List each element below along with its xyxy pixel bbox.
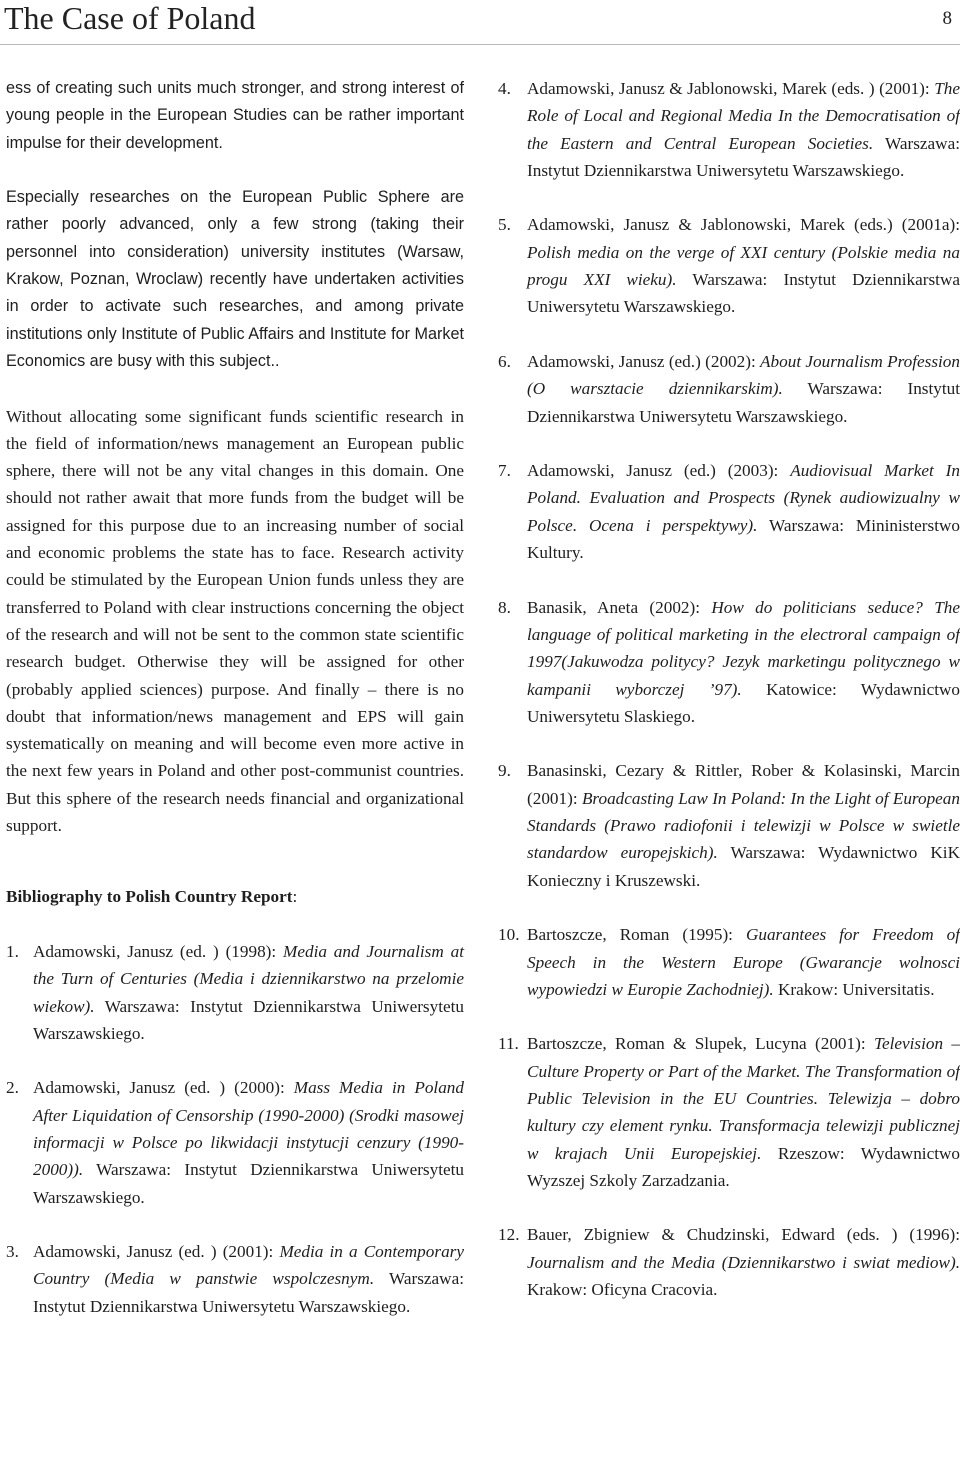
- reference-publisher: Warszawa: Instytut Dziennikarstwa Uniwersytetu Warszawskiego.: [527, 133, 960, 180]
- reference-item: [498, 594, 960, 730]
- page-number: 8: [942, 8, 952, 29]
- reference-item: [498, 921, 960, 1003]
- reference-title: Television – Culture Property or Part of the Market. The Transformation of Public Television in the EU Countries. Telewizja – dobro kultury czy element rynku. Transformacja telewizji publicznej w krajach Unii Europejskiej.: [527, 1034, 960, 1163]
- reference-number: 1.: [6, 941, 19, 961]
- reference-item: [498, 75, 960, 184]
- reference-number: 6.: [498, 351, 511, 371]
- reference-authors: Adamowski, Janusz & Jablonowski, Marek (eds. ) (2001):: [527, 79, 935, 98]
- reference-item: [6, 1238, 464, 1320]
- reference-number: 5.: [498, 215, 511, 235]
- reference-title: Journalism and the Media (Dziennikarstwo i swiat mediow).: [527, 1252, 960, 1272]
- reference-number: 11.: [498, 1034, 519, 1054]
- reference-authors: Adamowski, Janusz (ed.) (2003):: [527, 461, 791, 481]
- reference-title: Audiovisual Market In Poland. Evaluation and Prospects (Rynek audiowizualny w Polsce. Ocena i perspektywy).: [527, 461, 960, 535]
- right-column: [498, 75, 960, 1331]
- reference-authors: Adamowski, Janusz (ed.) (2002):: [527, 351, 761, 371]
- reference-number: 7.: [498, 461, 511, 481]
- reference-publisher: Warszawa: Wydawnictwo KiK Konieczny i Kruszewski.: [527, 843, 960, 890]
- reference-publisher: Katowice: Wydawnictwo Uniwersytetu Slaskiego.: [527, 679, 960, 726]
- reference-item: [498, 757, 960, 893]
- reference-item: [498, 211, 960, 320]
- reference-publisher: Rzeszow: Wydawnictwo Wyzszej Szkoly Zarzadzania.: [527, 1143, 960, 1190]
- reference-publisher: Warszawa: Mininisterstwo Kultury.: [527, 515, 960, 563]
- reference-item: [498, 1030, 960, 1194]
- reference-publisher: Krakow: Universitatis.: [773, 979, 935, 999]
- reference-publisher: Warszawa: Instytut Dziennikarstwa Uniwersytetu Warszawskiego.: [33, 996, 464, 1043]
- reference-title: Mass Media in Poland After Liquidation of Censorship (1990-2000) (Srodki masowej informacji w Polsce po likwidacji instytucji cenzury (1990-2000)).: [33, 1078, 464, 1180]
- reference-publisher: Warszawa: Instytut Dziennikarstwa Uniwersytetu Warszawskiego.: [527, 379, 960, 426]
- reference-authors: Adamowski, Janusz (ed. ) (1998):: [33, 941, 284, 961]
- page-header: [0, 0, 960, 45]
- reference-item: [6, 938, 464, 1047]
- reference-authors: Bartoszcze, Roman & Slupek, Lucyna (2001):: [527, 1034, 874, 1054]
- reference-title: Media and Journalism at the Turn of Centuries (Media i dziennikarstwo na przelomie wiekow).: [33, 941, 464, 1016]
- reference-number: 9.: [498, 761, 511, 781]
- reference-number: 10.: [498, 925, 520, 945]
- reference-authors: Adamowski, Janusz (ed. ) (2001):: [33, 1242, 280, 1262]
- reference-authors: Bauer, Zbigniew & Chudzinski, Edward (eds. ) (1996):: [527, 1225, 960, 1245]
- bibliography-heading-text: Bibliography to Polish Country Report: [6, 887, 293, 907]
- reference-item: [498, 1221, 960, 1303]
- reference-authors: Banasinski, Cezary & Rittler, Rober & Kolasinski, Marcin (2001):: [527, 761, 960, 808]
- reference-item: [6, 1074, 464, 1210]
- reference-authors: Banasik, Aneta (2002):: [527, 597, 712, 617]
- reference-title: The Role of Local and Regional Media In the Democratisation of the Eastern and Central European Societies.: [527, 79, 960, 153]
- reference-number: 2.: [6, 1078, 19, 1098]
- reference-title: About Journalism Profession (O warsztacie dziennikarskim).: [527, 351, 960, 399]
- paragraph: Without allocating some significant funds scientific research in the field of information/news management an European public sphere, there will not be any vital changes in this domain. One should not rather await that more funds from the budget will be assigned for this purpose due to an increasing number of social and economic problems the state has to face. Research activity could be stimulated by the European Union funds unless they are transferred to Poland with clear instructions concerning the object of the research and will not be sent to the common state scientific research budget. Otherwise they will be assigned for other (probably applied sciences) purpose. And finally – there is no doubt that information/news management and EPS will gain systematically on meaning and will become even more active in the next few years in Poland and other post-communist countries. But this sphere of the research needs financial and organizational support.: [6, 406, 464, 836]
- reference-number: 3.: [6, 1242, 19, 1262]
- reference-number: 12.: [498, 1225, 520, 1245]
- reference-authors: Adamowski, Janusz & Jablonowski, Marek (eds.) (2001a):: [527, 215, 960, 235]
- reference-title: How do politicians seduce? The language of political marketing in the electroral campaign of 1997(Jakuwodza politycy? Jezyk marketingu politycznego w kampanii wyborczej ’97).: [527, 597, 960, 699]
- bibliography-heading-colon: :: [292, 887, 298, 907]
- reference-authors: Bartoszcze, Roman (1995):: [527, 925, 746, 945]
- reference-number: 8.: [498, 597, 511, 617]
- paragraph: Especially researches on the European Public Sphere are rather poorly advanced, only a few strong (taking their personnel into consideration) university institutes (Warsaw, Krakow, Poznan, Wroclaw) recently have undertaken activities in order to activate such researches, and among private institutions only Institute of Public Affairs and Institute for Market Economics are busy with this subject..: [6, 188, 464, 370]
- reference-item: [498, 348, 960, 430]
- reference-title: Broadcasting Law In Poland: In the Light of European Standards (Prawo radiofonii i telewizji w Polsce w swietle standardow europejskich).: [527, 788, 960, 863]
- reference-publisher: Warszawa: Instytut Dziennikarstwa Uniwersytetu Warszawskiego.: [33, 1269, 464, 1316]
- reference-title: Polish media on the verge of XXI century (Polskie media na progu XXI wieku).: [527, 242, 960, 290]
- left-column: [6, 75, 464, 1347]
- reference-number: 4.: [498, 79, 511, 98]
- reference-publisher: Krakow: Oficyna Cracovia.: [527, 1280, 718, 1300]
- reference-authors: Adamowski, Janusz (ed. ) (2000):: [33, 1078, 294, 1098]
- reference-title: Guarantees for Freedom of Speech in the Western Europe (Gwarancje wolnosci wypowiedzi w Europie Zachodniej).: [527, 925, 960, 999]
- reference-title: Media in a Contemporary Country (Media w panstwie wspolczesnym.: [33, 1242, 464, 1289]
- reference-publisher: Warszawa: Instytut Dziennikarstwa Uniwersytetu Warszawskiego.: [33, 1160, 464, 1207]
- reference-publisher: Warszawa: Instytut Dziennikarstwa Uniwersytetu Warszawskiego.: [527, 270, 960, 317]
- bibliography-heading: [6, 883, 464, 910]
- reference-item: [498, 457, 960, 566]
- document-title: The Case of Poland: [4, 0, 256, 36]
- paragraph: ess of creating such units much stronger, and strong interest of young people in the European Studies can be rather important impulse for their development.: [6, 79, 464, 152]
